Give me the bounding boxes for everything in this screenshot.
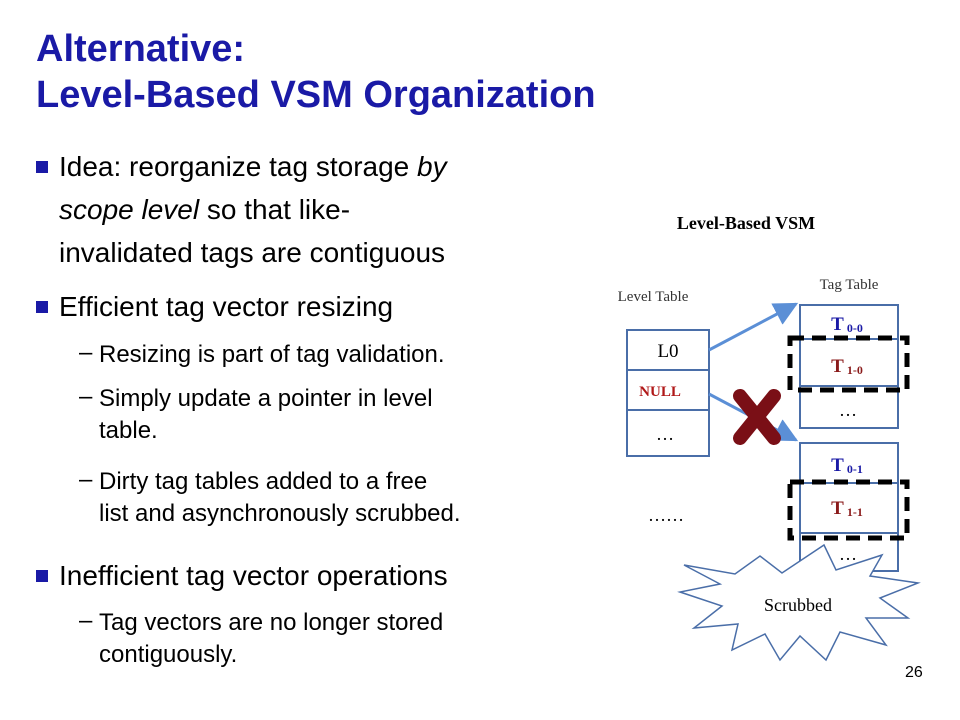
- tag-base: T: [831, 498, 844, 519]
- bullet-3-line-1: Inefficient tag vector operations: [59, 560, 448, 591]
- level-table-more-text: …: [656, 424, 674, 444]
- level-table-null-text: NULL: [639, 384, 681, 400]
- dash-glyph: –: [79, 339, 93, 366]
- bullet-emphasis: by: [417, 151, 447, 182]
- tag-table-a-more: …: [839, 400, 857, 420]
- sub-bullet-2-1-line-1: Resizing is part of tag validation.: [99, 341, 445, 368]
- bullet-emphasis: scope level: [59, 194, 200, 225]
- sub-bullet-2-2-line-2: table.: [99, 417, 158, 444]
- tag-table-b-more: …: [839, 544, 857, 564]
- slide-title-line-2: Level-Based VSM Organization: [36, 74, 596, 116]
- bullet-2-line-1: Efficient tag vector resizing: [59, 291, 394, 322]
- tag-subscript: 1-0: [846, 363, 863, 377]
- page-number: 26: [905, 664, 923, 681]
- sub-bullet-3-1-line-2: contiguously.: [99, 641, 238, 668]
- tag-base: T: [831, 455, 844, 476]
- tag-subscript: 1-1: [846, 505, 863, 519]
- slide-title-line-1: Alternative:: [36, 28, 246, 70]
- bullet-1-line-3: invalidated tags are contiguous: [59, 237, 446, 268]
- cancel-cross-icon: [740, 396, 774, 438]
- level-table-more-rows: ……: [648, 505, 684, 525]
- dash-glyph: –: [79, 383, 93, 410]
- sub-bullet-2-2-line-1: Simply update a pointer in level: [99, 385, 433, 412]
- bullet-text: so that like-: [199, 194, 351, 225]
- tag-table-label: Tag Table: [819, 277, 879, 293]
- level-table-label: Level Table: [617, 289, 689, 305]
- diagram-heading: Level-Based VSM: [676, 213, 816, 233]
- tag-base: T: [831, 314, 844, 335]
- dash-glyph: –: [79, 607, 93, 634]
- sub-bullet-2-3-line-1: Dirty tag tables added to a free: [99, 468, 428, 495]
- tag-base: T: [831, 356, 844, 377]
- tag-subscript: 0-1: [846, 462, 863, 476]
- sub-bullet-2-3-line-2: list and asynchronously scrubbed.: [99, 500, 461, 527]
- scrubbed-label: Scrubbed: [764, 595, 832, 615]
- sub-bullet-3-1-line-1: Tag vectors are no longer stored: [99, 609, 444, 636]
- dash-glyph: –: [79, 466, 93, 493]
- pointer-arrow-l0: [709, 304, 796, 350]
- tag-subscript: 0-0: [846, 321, 863, 335]
- level-table-l0-text: L0: [657, 341, 679, 362]
- bullet-text: Idea: reorganize tag storage: [59, 151, 418, 182]
